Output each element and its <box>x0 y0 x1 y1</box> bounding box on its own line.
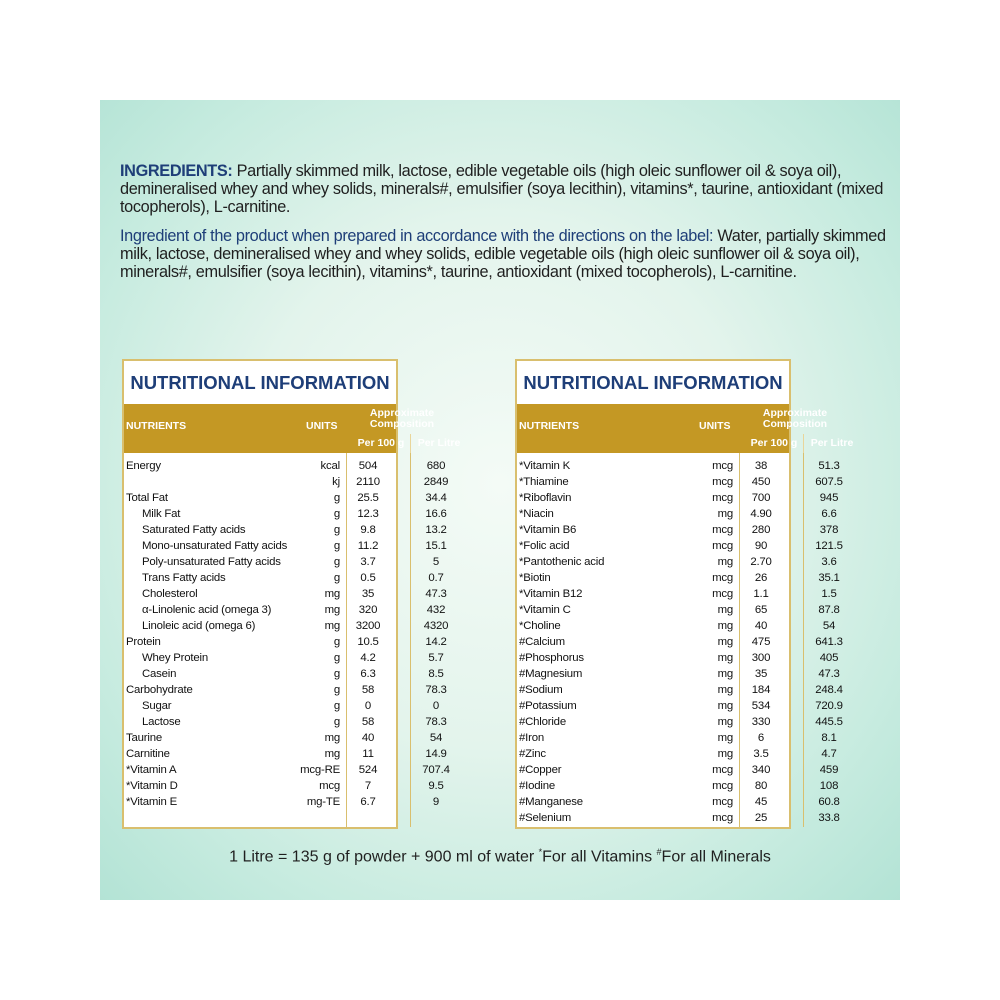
value-per-litre: 47.3 <box>425 588 447 600</box>
value-per-100g: 534 <box>751 700 771 712</box>
nutrient-row <box>517 666 840 682</box>
value-per-100g: 35 <box>361 588 375 600</box>
nutrient-row <box>124 618 449 634</box>
value-per-100g: 58 <box>361 684 375 696</box>
value-per-litre: 87.8 <box>818 604 840 616</box>
nutrient-unit: g <box>333 556 340 568</box>
nutrient-unit: g <box>333 652 340 664</box>
nutrient-row <box>517 490 839 506</box>
nutrient-name: #Calcium <box>519 636 565 648</box>
vitamin-note: For all Vitamins <box>542 848 657 866</box>
nutrient-name: Lactose <box>142 716 181 728</box>
value-per-litre: 248.4 <box>815 684 843 696</box>
value-per-litre: 13.2 <box>425 524 447 536</box>
nutrient-unit: mg <box>324 604 340 616</box>
header-approx-line2: Composition <box>762 418 828 430</box>
nutrient-unit: mcg <box>712 460 733 472</box>
value-per-100g: 524 <box>358 764 378 776</box>
value-per-100g: 26 <box>754 572 768 584</box>
serving-note-main: 1 Litre = 135 g of powder + 900 ml of water <box>229 848 539 866</box>
nutrient-row <box>517 506 837 522</box>
nutrient-unit: g <box>333 700 340 712</box>
value-per-litre: 9 <box>432 796 440 808</box>
nutrient-row <box>517 602 840 618</box>
nutrient-row <box>124 458 446 474</box>
nutrient-row <box>517 714 843 730</box>
nutrient-row <box>124 762 450 778</box>
nutrient-row <box>517 682 843 698</box>
nutrient-row <box>124 538 447 554</box>
value-per-100g: 80 <box>754 780 768 792</box>
nutrient-name: Total Fat <box>126 492 168 504</box>
nutrient-name: Trans Fatty acids <box>142 572 226 584</box>
nutrient-name: Taurine <box>126 732 162 744</box>
nutrient-unit: mg <box>717 604 733 616</box>
header-approx-line1: Approximate <box>369 407 435 419</box>
nutrient-name: #Selenium <box>519 812 572 824</box>
nutrient-row <box>124 730 443 746</box>
header-perlitre: Per Litre <box>417 437 461 449</box>
table-title: NUTRITIONAL INFORMATION <box>523 372 783 393</box>
nutrient-row <box>517 618 836 634</box>
nutrient-name: #Potassium <box>519 700 577 712</box>
value-per-100g: 25.5 <box>357 492 379 504</box>
nutrient-name: *Vitamin E <box>126 796 177 808</box>
nutrient-name: Carnitine <box>126 748 170 760</box>
value-per-100g: 0 <box>364 700 372 712</box>
nutrient-name: Poly-unsaturated Fatty acids <box>142 556 281 568</box>
nutrient-unit: mcg <box>712 572 733 584</box>
value-per-litre: 4320 <box>423 620 449 632</box>
nutrient-row <box>124 506 447 522</box>
nutrient-name: α-Linolenic acid (omega 3) <box>142 604 272 616</box>
nutrient-unit: g <box>333 492 340 504</box>
value-per-100g: 504 <box>358 460 378 472</box>
value-per-litre: 445.5 <box>815 716 843 728</box>
nutrient-name: Mono-unsaturated Fatty acids <box>142 540 288 552</box>
nutrient-row <box>517 778 839 794</box>
nutrient-unit: mcg <box>712 524 733 536</box>
nutrient-unit: mg-TE <box>306 796 340 808</box>
nutrient-name: Casein <box>142 668 177 680</box>
nutrient-unit: mg <box>324 732 340 744</box>
nutrient-name: #Chloride <box>519 716 566 728</box>
nutrient-name: *Biotin <box>519 572 551 584</box>
value-per-litre: 51.3 <box>818 460 840 472</box>
value-per-100g: 330 <box>751 716 771 728</box>
nutrient-row <box>124 794 440 810</box>
header-approx <box>747 408 843 430</box>
nutrient-row <box>124 570 444 586</box>
value-per-litre: 60.8 <box>818 796 840 808</box>
prepared-paragraph <box>120 227 890 281</box>
nutrient-unit: mcg <box>712 796 733 808</box>
value-per-litre: 108 <box>819 780 839 792</box>
nutrient-row <box>517 698 843 714</box>
value-per-litre: 47.3 <box>818 668 840 680</box>
value-per-litre: 945 <box>819 492 839 504</box>
nutrient-name: *Vitamin B12 <box>519 588 583 600</box>
value-per-100g: 4.90 <box>750 508 772 520</box>
value-per-100g: 6.7 <box>360 796 376 808</box>
value-per-litre: 14.9 <box>425 748 447 760</box>
table-title: NUTRITIONAL INFORMATION <box>130 372 390 393</box>
header-per100: Per 100 g <box>750 437 798 449</box>
table-body <box>124 453 450 827</box>
nutrient-name: Whey Protein <box>142 652 208 664</box>
label-panel <box>100 100 900 900</box>
nutrient-name: #Zinc <box>519 748 546 760</box>
value-per-litre: 0 <box>432 700 440 712</box>
value-per-100g: 38 <box>754 460 768 472</box>
nutrient-row <box>517 650 839 666</box>
value-per-litre: 607.5 <box>815 476 843 488</box>
value-per-litre: 6.6 <box>821 508 837 520</box>
nutrient-row <box>124 490 447 506</box>
nutrition-table-left <box>122 359 461 829</box>
value-per-100g: 11 <box>362 748 374 760</box>
nutrient-unit: mg <box>717 556 733 568</box>
value-per-litre: 0.7 <box>428 572 444 584</box>
value-per-100g: 475 <box>751 636 771 648</box>
ingredients-heading: INGREDIENTS: <box>120 162 233 180</box>
ingredients-text: Partially skimmed milk, lactose, edible vegetable oils (high oleic sunflower oil & soya oil), demineralised whey and whey solids, minerals#, emulsifier (soya lecithin), vitamins*, taurine, antioxidant (mixed tocopherols), L-carnitine. <box>120 162 884 216</box>
nutrient-row <box>124 634 447 650</box>
value-per-litre: 4.7 <box>821 748 837 760</box>
table-rows <box>124 458 450 810</box>
nutrient-row <box>517 762 839 778</box>
header-units: UNITS <box>306 420 338 432</box>
nutrient-row <box>517 810 840 826</box>
value-per-100g: 3200 <box>355 620 381 632</box>
nutrient-row <box>517 474 843 490</box>
header-nutrients: NUTRIENTS <box>519 420 580 432</box>
nutrient-name: *Thiamine <box>519 476 569 488</box>
nutrient-row <box>124 586 447 602</box>
nutrient-row <box>124 522 447 538</box>
nutrient-row <box>517 522 839 538</box>
table-rows <box>517 458 843 826</box>
nutrient-name: *Vitamin D <box>126 780 178 792</box>
value-per-litre: 8.5 <box>428 668 444 680</box>
value-per-litre: 378 <box>819 524 839 536</box>
value-per-100g: 0.5 <box>360 572 376 584</box>
value-per-litre: 459 <box>819 764 839 776</box>
value-per-litre: 54 <box>822 620 836 632</box>
nutrition-table-right <box>515 359 854 829</box>
nutrient-unit: mg <box>717 508 733 520</box>
nutrient-unit: mg <box>717 700 733 712</box>
nutrient-name: #Phosphorus <box>519 652 584 664</box>
value-per-litre: 121.5 <box>815 540 843 552</box>
value-per-litre: 54 <box>429 732 443 744</box>
nutrient-unit: mcg <box>712 492 733 504</box>
nutrient-name: #Iron <box>519 732 544 744</box>
nutrient-name: *Folic acid <box>519 540 570 552</box>
header-divider <box>410 434 411 453</box>
nutrient-row <box>124 666 444 682</box>
nutrient-row <box>124 714 447 730</box>
nutrient-unit: mcg <box>712 476 733 488</box>
nutrient-name: Milk Fat <box>142 508 181 520</box>
value-per-litre: 680 <box>426 460 446 472</box>
nutrient-name: #Magnesium <box>519 668 583 680</box>
nutrient-row <box>124 602 446 618</box>
value-per-litre: 35.1 <box>818 572 840 584</box>
nutrient-row <box>124 746 447 762</box>
nutrient-unit: g <box>333 572 340 584</box>
nutrient-unit: mcg <box>712 812 733 824</box>
nutrient-name: *Vitamin C <box>519 604 571 616</box>
nutrient-row <box>517 554 837 570</box>
nutrient-name: #Manganese <box>519 796 583 808</box>
nutrient-row <box>124 650 444 666</box>
nutrient-name: *Vitamin B6 <box>519 524 577 536</box>
value-per-100g: 3.5 <box>753 748 769 760</box>
nutrient-unit: mcg <box>712 764 733 776</box>
mineral-note: For all Minerals <box>661 848 771 866</box>
header-nutrients: NUTRIENTS <box>126 420 187 432</box>
nutrient-unit: mg <box>717 748 733 760</box>
value-per-100g: 10.5 <box>357 636 379 648</box>
nutrient-name: *Choline <box>519 620 561 632</box>
table-body <box>517 453 843 827</box>
nutrient-unit: kcal <box>320 460 340 472</box>
nutrient-unit: mcg <box>319 780 340 792</box>
value-per-litre: 1.5 <box>821 588 837 600</box>
value-per-100g: 11.2 <box>357 540 379 552</box>
value-per-litre: 707.4 <box>422 764 450 776</box>
table-header <box>124 404 461 453</box>
header-approx-line1: Approximate <box>762 407 828 419</box>
value-per-litre: 405 <box>819 652 839 664</box>
nutrient-unit: kj <box>332 476 340 488</box>
nutrient-unit: g <box>333 524 340 536</box>
value-per-100g: 45 <box>754 796 768 808</box>
nutrient-row <box>124 474 449 490</box>
ingredients-paragraph <box>120 162 890 216</box>
value-per-100g: 35 <box>754 668 768 680</box>
value-per-100g: 3.7 <box>360 556 376 568</box>
value-per-100g: 12.3 <box>357 508 379 520</box>
nutrient-name: #Copper <box>519 764 562 776</box>
prepared-lead: Ingredient of the product when prepared in accordance with the directions on the label: <box>120 227 714 245</box>
value-per-100g: 65 <box>754 604 768 616</box>
value-per-100g: 6.3 <box>360 668 376 680</box>
nutrient-name: *Niacin <box>519 508 554 520</box>
value-per-litre: 641.3 <box>815 636 843 648</box>
nutrient-unit: mg <box>324 620 340 632</box>
nutrient-unit: mg <box>717 620 733 632</box>
value-per-litre: 15.1 <box>425 540 447 552</box>
serving-note <box>100 847 900 866</box>
nutrient-unit: g <box>333 668 340 680</box>
nutrient-name: Carbohydrate <box>126 684 193 696</box>
value-per-litre: 432 <box>426 604 446 616</box>
nutrient-row <box>517 634 843 650</box>
value-per-100g: 2110 <box>356 476 380 488</box>
value-per-100g: 300 <box>751 652 771 664</box>
nutrient-unit: g <box>333 508 340 520</box>
nutrient-unit: mcg <box>712 780 733 792</box>
value-per-100g: 450 <box>751 476 771 488</box>
value-per-100g: 320 <box>358 604 378 616</box>
value-per-100g: 4.2 <box>360 652 376 664</box>
nutrient-unit: mg <box>717 716 733 728</box>
nutrient-row <box>124 682 447 698</box>
value-per-litre: 78.3 <box>425 684 447 696</box>
value-per-100g: 90 <box>754 540 768 552</box>
value-per-litre: 78.3 <box>425 716 447 728</box>
header-approx <box>354 408 450 430</box>
value-per-100g: 58 <box>361 716 375 728</box>
nutrient-unit: g <box>333 716 340 728</box>
nutrient-name: Protein <box>126 636 161 648</box>
ingredients-block <box>120 162 890 281</box>
value-per-litre: 720.9 <box>815 700 843 712</box>
value-per-100g: 700 <box>751 492 771 504</box>
value-per-litre: 14.2 <box>425 636 447 648</box>
nutrient-name: Cholesterol <box>142 588 198 600</box>
nutrient-name: Sugar <box>142 700 172 712</box>
value-per-litre: 33.8 <box>818 812 840 824</box>
value-per-litre: 9.5 <box>428 780 444 792</box>
value-per-litre: 2849 <box>423 476 449 488</box>
nutrient-name: *Vitamin A <box>126 764 177 776</box>
value-per-100g: 280 <box>751 524 771 536</box>
header-perlitre: Per Litre <box>810 437 854 449</box>
nutrient-row <box>517 794 840 810</box>
nutrient-name: *Pantothenic acid <box>519 556 605 568</box>
value-per-100g: 40 <box>361 732 375 744</box>
nutrient-unit: mg <box>717 684 733 696</box>
nutrient-unit: g <box>333 684 340 696</box>
value-per-100g: 6 <box>757 732 765 744</box>
nutrient-row <box>517 458 840 474</box>
nutrient-row <box>124 554 440 570</box>
nutrient-row <box>517 538 843 554</box>
value-per-litre: 5 <box>432 556 440 568</box>
value-per-litre: 34.4 <box>425 492 447 504</box>
nutrient-unit: mg <box>324 748 340 760</box>
value-per-100g: 184 <box>751 684 771 696</box>
nutrient-row <box>124 698 440 714</box>
nutrient-unit: mcg <box>712 540 733 552</box>
nutrient-name: *Riboflavin <box>519 492 572 504</box>
nutrient-unit: mcg <box>712 588 733 600</box>
value-per-litre: 3.6 <box>821 556 837 568</box>
nutrient-row <box>517 570 840 586</box>
value-per-litre: 8.1 <box>821 732 837 744</box>
nutrient-unit: g <box>333 540 340 552</box>
header-units: UNITS <box>699 420 731 432</box>
nutrient-name: #Sodium <box>519 684 563 696</box>
header-approx-line2: Composition <box>369 418 435 430</box>
header-per100: Per 100 g <box>357 437 405 449</box>
nutrient-name: *Vitamin K <box>519 460 570 472</box>
value-per-litre: 5.7 <box>428 652 444 664</box>
mineral-mark: # <box>656 847 662 857</box>
nutrient-name: Linoleic acid (omega 6) <box>142 620 256 632</box>
prepared-text: Water, partially skimmed milk, lactose, demineralised whey and whey solids, edible vegetable oils (high oleic sunflower oil & soya oil), minerals#, emulsifier (soya lecithin), vitamins*, taurine, antioxidant (mixed tocopherols), L-carnitine. <box>120 227 886 281</box>
nutrient-unit: mg <box>717 668 733 680</box>
header-divider <box>803 434 804 453</box>
nutrient-unit: mg <box>717 652 733 664</box>
nutrient-row <box>124 778 444 794</box>
nutrient-unit: mcg-RE <box>300 764 340 776</box>
nutrient-name: #Iodine <box>519 780 555 792</box>
table-header <box>517 404 854 453</box>
nutrient-unit: g <box>333 636 340 648</box>
vitamin-mark: * <box>538 847 543 857</box>
value-per-100g: 40 <box>754 620 768 632</box>
value-per-100g: 1.1 <box>753 588 769 600</box>
nutrient-row <box>517 586 837 602</box>
nutrient-unit: mg <box>717 636 733 648</box>
nutrient-name: Saturated Fatty acids <box>142 524 246 536</box>
value-per-100g: 2.70 <box>750 556 772 568</box>
nutrient-unit: mg <box>717 732 733 744</box>
value-per-100g: 7 <box>364 780 372 792</box>
nutrient-row <box>517 730 837 746</box>
nutrient-unit: mg <box>324 588 340 600</box>
nutrient-name: Energy <box>126 460 161 472</box>
value-per-100g: 25 <box>754 812 768 824</box>
value-per-100g: 340 <box>751 764 771 776</box>
value-per-litre: 16.6 <box>425 508 447 520</box>
value-per-100g: 9.8 <box>360 524 376 536</box>
nutrient-row <box>517 746 837 762</box>
